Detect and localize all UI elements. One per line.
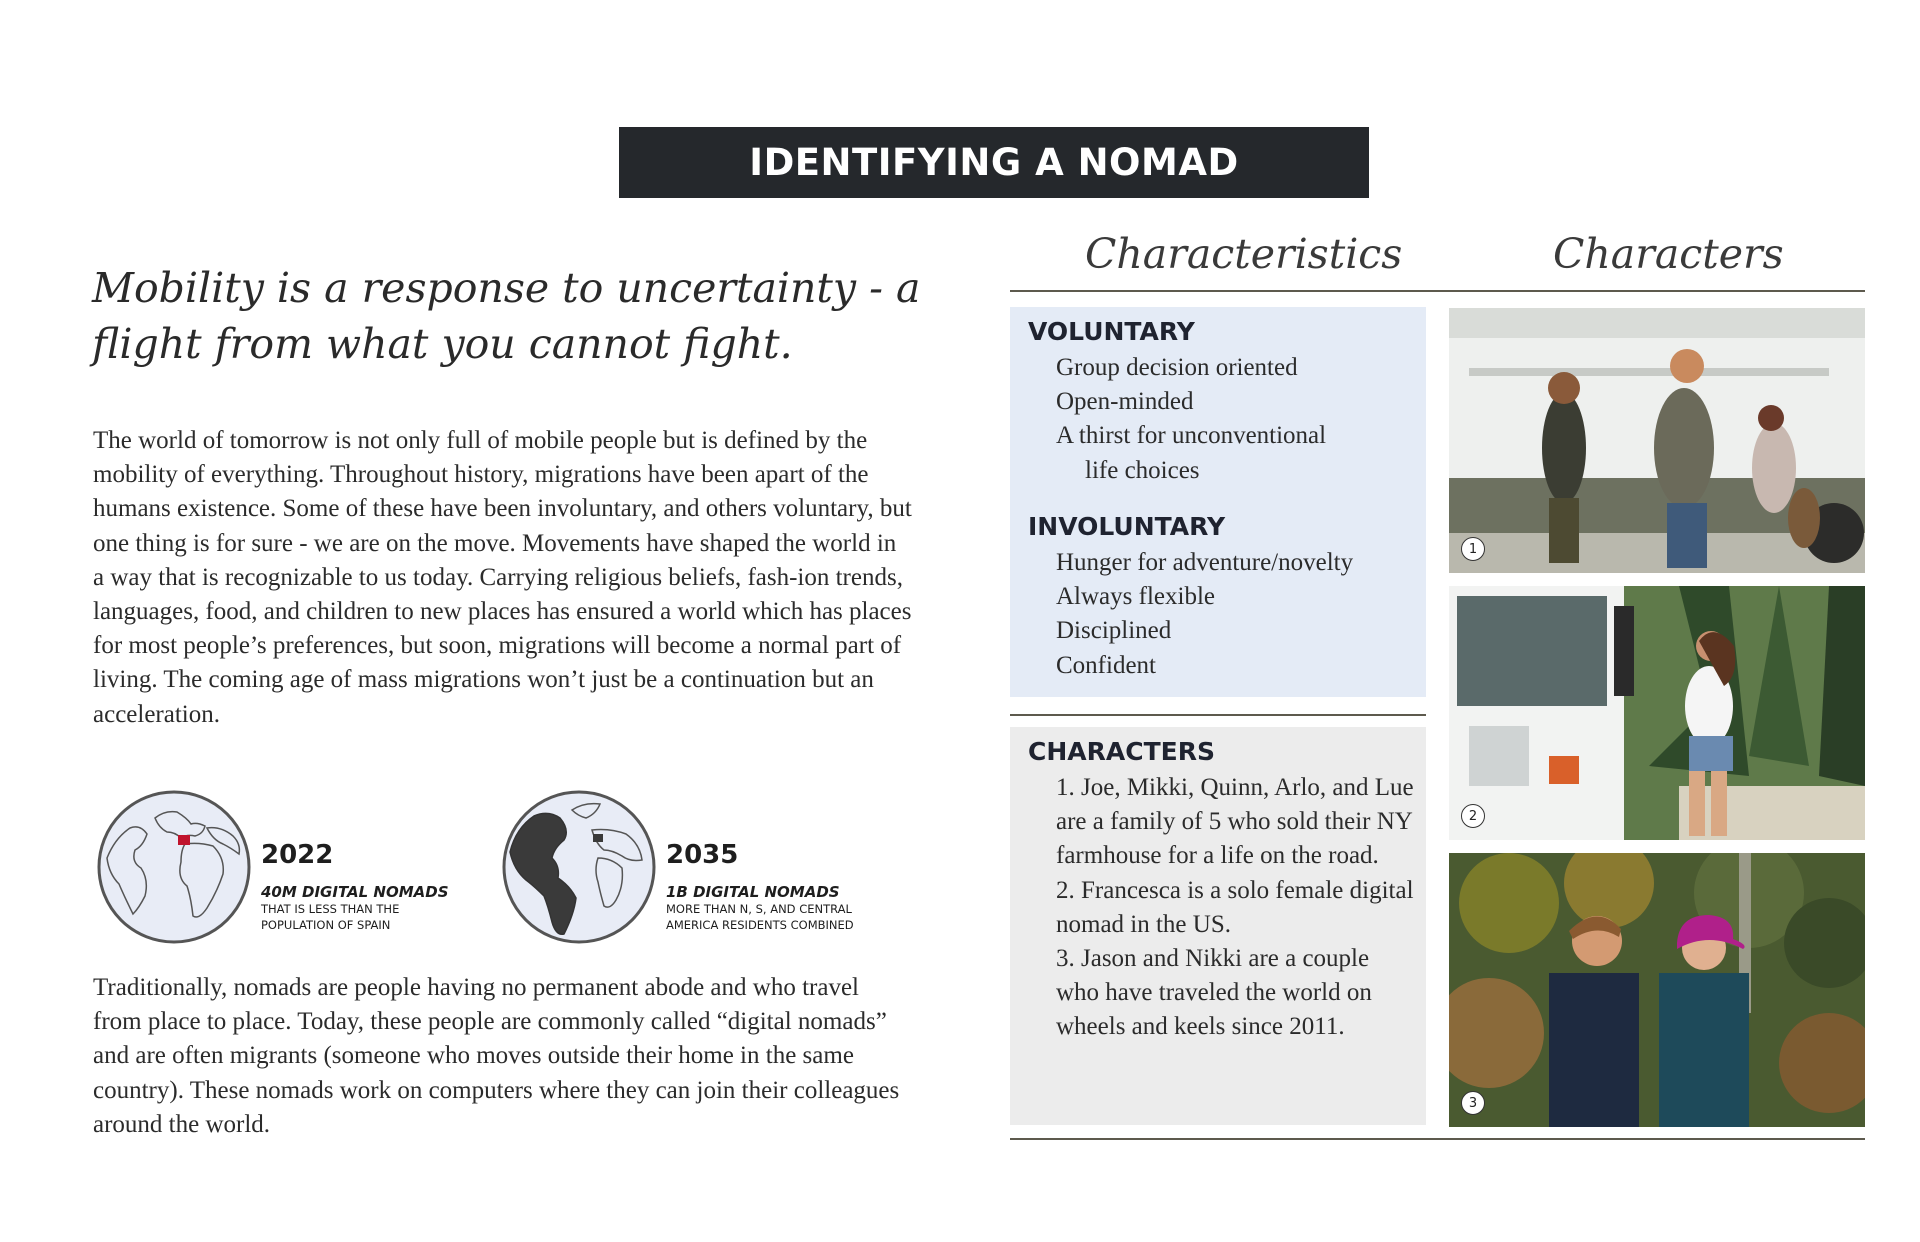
stat-note: THAT IS LESS THAN THE POPULATION OF SPAIN bbox=[261, 902, 400, 932]
characters-heading: Characters bbox=[1553, 230, 1784, 278]
photo-badge: 1 bbox=[1461, 537, 1485, 561]
list-item: Group decision oriented bbox=[1056, 354, 1298, 381]
list-item bbox=[1056, 454, 1326, 488]
characteristics-heading: Characteristics bbox=[1085, 230, 1403, 278]
list-item: Disciplined bbox=[1056, 617, 1172, 645]
globe-europe-icon bbox=[95, 788, 253, 946]
family-dancing-photo bbox=[1449, 308, 1865, 573]
top-divider bbox=[1010, 290, 1865, 292]
couple-in-forest-photo bbox=[1449, 853, 1865, 1127]
stat-count: 1B DIGITAL NOMADS bbox=[666, 883, 840, 901]
list-item: 3. Jason and Nikki are a couple who have traveled the world on wheels and keels since 2011. bbox=[1056, 945, 1372, 1041]
stat-year: 2022 bbox=[261, 840, 334, 870]
photo-badge: 2 bbox=[1461, 804, 1485, 828]
stat-2035 bbox=[500, 788, 900, 948]
woman-on-bus-photo bbox=[1449, 586, 1865, 840]
list-item-continuation: life choices bbox=[1085, 456, 1200, 484]
stat-note: MORE THAN N, S, AND CENTRAL AMERICA RESIDENTS COMBINED bbox=[666, 902, 854, 932]
photo-badge: 3 bbox=[1461, 1091, 1485, 1115]
mid-divider bbox=[1010, 714, 1426, 716]
involuntary-section bbox=[1010, 512, 1353, 683]
bottom-divider bbox=[1010, 1138, 1865, 1140]
page-title: IDENTIFYING A NOMAD bbox=[749, 141, 1239, 184]
pull-quote: Mobility is a response to uncertainty - a flight from what you cannot fight. bbox=[92, 264, 921, 368]
list-item: Confident bbox=[1056, 651, 1156, 679]
stat-count: 40M DIGITAL NOMADS bbox=[261, 883, 449, 901]
voluntary-section bbox=[1010, 317, 1326, 488]
list-item: Always flexible bbox=[1056, 583, 1215, 611]
list-item: 1. Joe, Mikki, Quinn, Arlo, and Lue are a family of 5 who sold their NY farmhouse for a life on the road. bbox=[1056, 774, 1414, 870]
spain-highlight bbox=[178, 835, 190, 845]
characteristics-box bbox=[1010, 307, 1426, 697]
closing-paragraph: Traditionally, nomads are people having no permanent abode and who travel from place to place. Today, these people are commonly called “digital nomads” and are often migrants (someone who moves outside their home in the same country). These nomads work on computers where they can join their colleagues around the world. bbox=[93, 974, 900, 1138]
voluntary-heading: VOLUNTARY bbox=[1028, 317, 1195, 346]
stat-2022 bbox=[95, 788, 475, 948]
characters-box bbox=[1010, 727, 1426, 1125]
globe-americas-icon bbox=[500, 788, 658, 946]
characters-section bbox=[1010, 737, 1416, 1045]
list-item: Open-minded bbox=[1056, 388, 1194, 416]
list-item: 2. Francesca is a solo female digital nomad in the US. bbox=[1056, 876, 1414, 938]
intro-paragraph: The world of tomorrow is not only full of mobile people but is defined by the mobility of everything. Throughout history, migrations have been apart of the humans existence. Some of these have been involuntary, and others voluntary, but one thing is for sure - we are on the move. Movements have shaped the world in a way that is recognizable to us today. Carrying religious beliefs, fash-ion trends, languages, food, and children to new places has ensured a world which has places for most people’s preferences, but soon, migrations will become a normal part of living. The coming age of mass migrations won’t just be a continuation but an acceleration. bbox=[93, 427, 912, 728]
list-item: Hunger for adventure/novelty bbox=[1056, 549, 1354, 576]
stat-year: 2035 bbox=[666, 840, 739, 870]
involuntary-heading: INVOLUNTARY bbox=[1028, 512, 1226, 541]
characters-section-heading: CHARACTERS bbox=[1028, 737, 1215, 766]
list-item: A thirst for unconventional bbox=[1056, 422, 1327, 450]
title-bar bbox=[619, 127, 1369, 198]
